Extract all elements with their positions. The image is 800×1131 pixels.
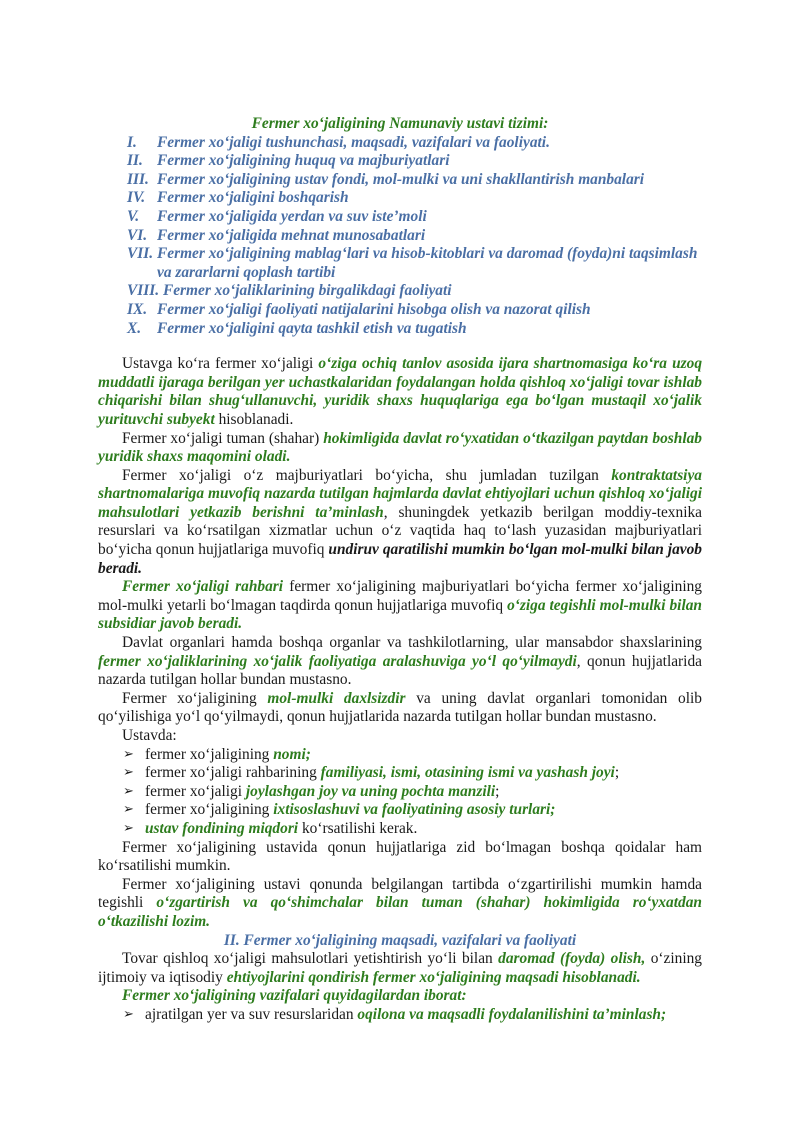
toc-number: I. bbox=[127, 133, 137, 151]
highlight-text: mol-mulki daxlsizdir bbox=[267, 689, 406, 707]
list-item bbox=[98, 783, 702, 802]
highlight-text: nomi; bbox=[273, 745, 311, 763]
highlight-text: joylashgan joy va uning pochta manzili bbox=[245, 782, 496, 800]
highlight-text: oqilona va maqsadli foydalanilishini ta’minlash; bbox=[357, 1005, 667, 1023]
paragraph bbox=[98, 430, 702, 467]
text-run: fermer xo‘jaligi rahbarining bbox=[145, 764, 321, 782]
toc-item bbox=[98, 320, 702, 339]
arrow-bullet-icon: ➢ bbox=[123, 1006, 134, 1022]
paragraph bbox=[98, 467, 702, 579]
arrow-bullet-icon: ➢ bbox=[123, 765, 134, 781]
arrow-bullet-icon: ➢ bbox=[123, 783, 134, 799]
list-item bbox=[98, 820, 702, 839]
toc-item bbox=[98, 189, 702, 208]
list-item bbox=[98, 801, 702, 820]
toc-text: Fermer xo‘jaligini qayta tashkil etish va tugatish bbox=[157, 319, 467, 337]
text-run: ; bbox=[495, 782, 500, 800]
text-run: fermer xo‘jaligining majburiyatlari bo‘yicha fermer xo‘jaligining mol-mulki yetarli bo‘lmagan taqdirda qonun hujjatlariga muvofiq bbox=[98, 578, 702, 614]
toc-number: VII. bbox=[127, 245, 154, 263]
toc-text: Fermer xo‘jaligida mehnat munosabatlari bbox=[157, 226, 426, 244]
toc-text: Fermer xo‘jaligini boshqarish bbox=[157, 189, 349, 207]
paragraph: Fermer xo‘jaligining ustavida qonun hujjatlariga zid bo‘lmagan boshqa qoidalar ham ko‘rsatilishi mumkin. bbox=[98, 838, 702, 875]
toc-item bbox=[98, 301, 702, 320]
list-item bbox=[98, 746, 702, 765]
toc-item bbox=[98, 152, 702, 171]
highlight-text: o‘ziga ochiq tanlov asosida ijara shartnomasiga ko‘ra uzoq muddatli ijaraga berilgan yer uchastkalaridan foydalangan holda qishloq xo‘jaligi tovar ishlab chiqarishi bilan shug‘ullanuvchi, yuridik shaxs huquqlariga ega bo‘lgan mustaqil xo‘jalik yurituvchi subyekt bbox=[98, 355, 703, 428]
toc-number: III. bbox=[127, 170, 149, 188]
text-run: ajratilgan yer va suv resurslaridan bbox=[145, 1005, 358, 1023]
highlight-text: familiyasi, ismi, otasining ismi va yashash joyi bbox=[320, 764, 615, 782]
highlight-text: ustav fondining miqdori bbox=[145, 819, 299, 837]
toc-text: Fermer xo‘jaligining huquq va majburiyatlari bbox=[157, 152, 450, 170]
toc-text: Fermer xo‘jaliklarining birgalikdagi faoliyati bbox=[162, 282, 452, 300]
text-run: ; bbox=[614, 764, 620, 782]
text-run: Fermer xo‘jaligi o‘z majburiyatlari bo‘yicha, shu jumladan tuzilgan bbox=[122, 466, 612, 484]
text-run: , qonun hujjatlarida nazarda tutilgan hollar bundan mustasno. bbox=[98, 652, 702, 689]
toc-item bbox=[98, 227, 702, 246]
arrow-bullet-icon: ➢ bbox=[123, 820, 134, 836]
toc-item bbox=[98, 171, 702, 190]
highlight-text: ixtisoslashuvi va faoliyatining asosiy turlari; bbox=[273, 801, 556, 819]
text-run: , shuningdek yetkazib berilgan moddiy-texnika resurslari va ko‘rsatilgan xizmatlar uchun o‘z vaqtida haq to‘lash yuzasidan majburiyatlari bo‘yicha qonun hujjatlariga muvofiq bbox=[98, 503, 702, 559]
highlight-text: o‘zgartirish va qo‘shimchalar bilan tuman (shahar) hokimligida ro‘yxatdan o‘tkazilishi lozim. bbox=[98, 894, 702, 930]
spacer bbox=[98, 338, 702, 355]
text-run: Fermer xo‘jaligining ustavi qonunda belgilangan tartibda o‘zgartirilishi mumkin hamda tegishli bbox=[98, 875, 702, 912]
toc-item bbox=[98, 134, 702, 153]
paragraph bbox=[98, 578, 702, 634]
list-item bbox=[98, 1006, 702, 1025]
toc-number: IX. bbox=[127, 300, 148, 318]
text-run: Fermer xo‘jaligi tuman (shahar) bbox=[122, 429, 324, 447]
paragraph-ustavda: Ustavda: bbox=[122, 727, 177, 744]
text-run: o‘zining ijtimoiy va iqtisodiy bbox=[98, 950, 703, 986]
toc-item bbox=[98, 208, 702, 227]
emphasis-text: undiruv qaratilishi mumkin bo‘lgan mol-mulki bilan javob beradi. bbox=[98, 541, 702, 577]
toc-number: X. bbox=[127, 319, 142, 337]
highlight-text: ehtiyojlarini qondirish fermer xo‘jaligining maqsadi hisoblanadi. bbox=[226, 968, 641, 986]
text-run: hisoblanadi. bbox=[214, 410, 294, 428]
text-run: va uning davlat organlari tomonidan olib qo‘yilishiga yo‘l qo‘yilmaydi, qonun hujjatlarida nazarda tutilgan hollar bundan mustasno. bbox=[98, 689, 702, 726]
highlight-text: kontraktatsiya shartnomalariga muvofiq nazarda tutilgan hajmlarda davlat ehtiyojlari uchun qishloq xo‘jaligi mahsulotlari yetkazib berishni ta’minlash bbox=[98, 466, 702, 521]
highlight-text: fermer xo‘jaliklarining xo‘jalik faoliyatiga aralashuviga yo‘l qo‘yilmaydi bbox=[98, 652, 577, 670]
toc-text: Fermer xo‘jaligi faoliyati natijalarini hisobga olish va nazorat qilish bbox=[157, 300, 591, 318]
toc-text: Fermer xo‘jaligining ustav fondi, mol-mulki va uni shakllantirish manbalari bbox=[157, 170, 645, 188]
arrow-bullet-icon: ➢ bbox=[123, 802, 134, 818]
list-item bbox=[98, 764, 702, 783]
arrow-bullet-icon: ➢ bbox=[123, 746, 134, 762]
highlight-text: hokimligida davlat ro‘yxatidan o‘tkazilgan paytdan boshlab yuridik shaxs maqomini oladi. bbox=[98, 429, 702, 466]
paragraph bbox=[98, 876, 702, 932]
section-heading: II. Fermer xo‘jaligining maqsadi, vazifalari va faoliyati bbox=[223, 931, 577, 949]
paragraph bbox=[98, 690, 702, 727]
toc-item bbox=[98, 282, 702, 301]
toc-text: Fermer xo‘jaligida yerdan va suv iste’moli bbox=[157, 207, 427, 225]
highlight-text: daromad (foyda) olish, bbox=[498, 950, 646, 968]
highlight-text: Fermer xo‘jaligi rahbari bbox=[122, 578, 284, 596]
paragraph bbox=[98, 634, 702, 690]
text-run: fermer xo‘jaligi bbox=[145, 782, 246, 800]
text-run: ko‘rsatilishi kerak. bbox=[298, 819, 418, 837]
paragraph bbox=[98, 355, 702, 429]
toc-number: VI. bbox=[127, 226, 148, 244]
toc-text: Fermer xo‘jaligining mablag‘lari va hisob-kitoblari va daromad (foyda)ni taqsimlash va zararlarni qoplash tartibi bbox=[157, 245, 698, 281]
text-run: Davlat organlari hamda boshqa organlar va tashkilotlarning, ular mansabdor shaxslarining bbox=[122, 634, 702, 652]
toc-number: II. bbox=[127, 152, 143, 170]
text-run: Fermer xo‘jaligining bbox=[122, 689, 268, 707]
paragraph bbox=[98, 950, 702, 987]
toc-number: IV. bbox=[127, 189, 146, 207]
text-run: fermer xo‘jaligining bbox=[145, 801, 274, 819]
paragraph-tasks-intro: Fermer xo‘jaligining vazifalari quyidagilardan iborat: bbox=[122, 987, 467, 1005]
toc-number: VIII. bbox=[127, 282, 160, 300]
document-title: Fermer xo‘jaligining Namunaviy ustavi tizimi: bbox=[251, 115, 549, 132]
toc-item bbox=[98, 245, 702, 282]
toc-number: V. bbox=[127, 207, 140, 225]
text-run: Ustavga ko‘ra fermer xo‘jaligi bbox=[122, 355, 319, 373]
table-of-contents bbox=[98, 134, 702, 339]
ustav-requirements-list bbox=[98, 746, 702, 839]
highlight-text: o‘ziga tegishli mol-mulki bilan subsidiar javob beradi. bbox=[98, 596, 702, 633]
tasks-list bbox=[98, 1006, 702, 1025]
text-run: Tovar qishloq xo‘jaligi mahsulotlari yetishtirish yo‘li bilan bbox=[122, 950, 499, 968]
document-body bbox=[98, 115, 702, 1025]
toc-text: Fermer xo‘jaligi tushunchasi, maqsadi, vazifalari va faoliyati. bbox=[157, 133, 550, 151]
text-run: fermer xo‘jaligining bbox=[145, 745, 274, 763]
